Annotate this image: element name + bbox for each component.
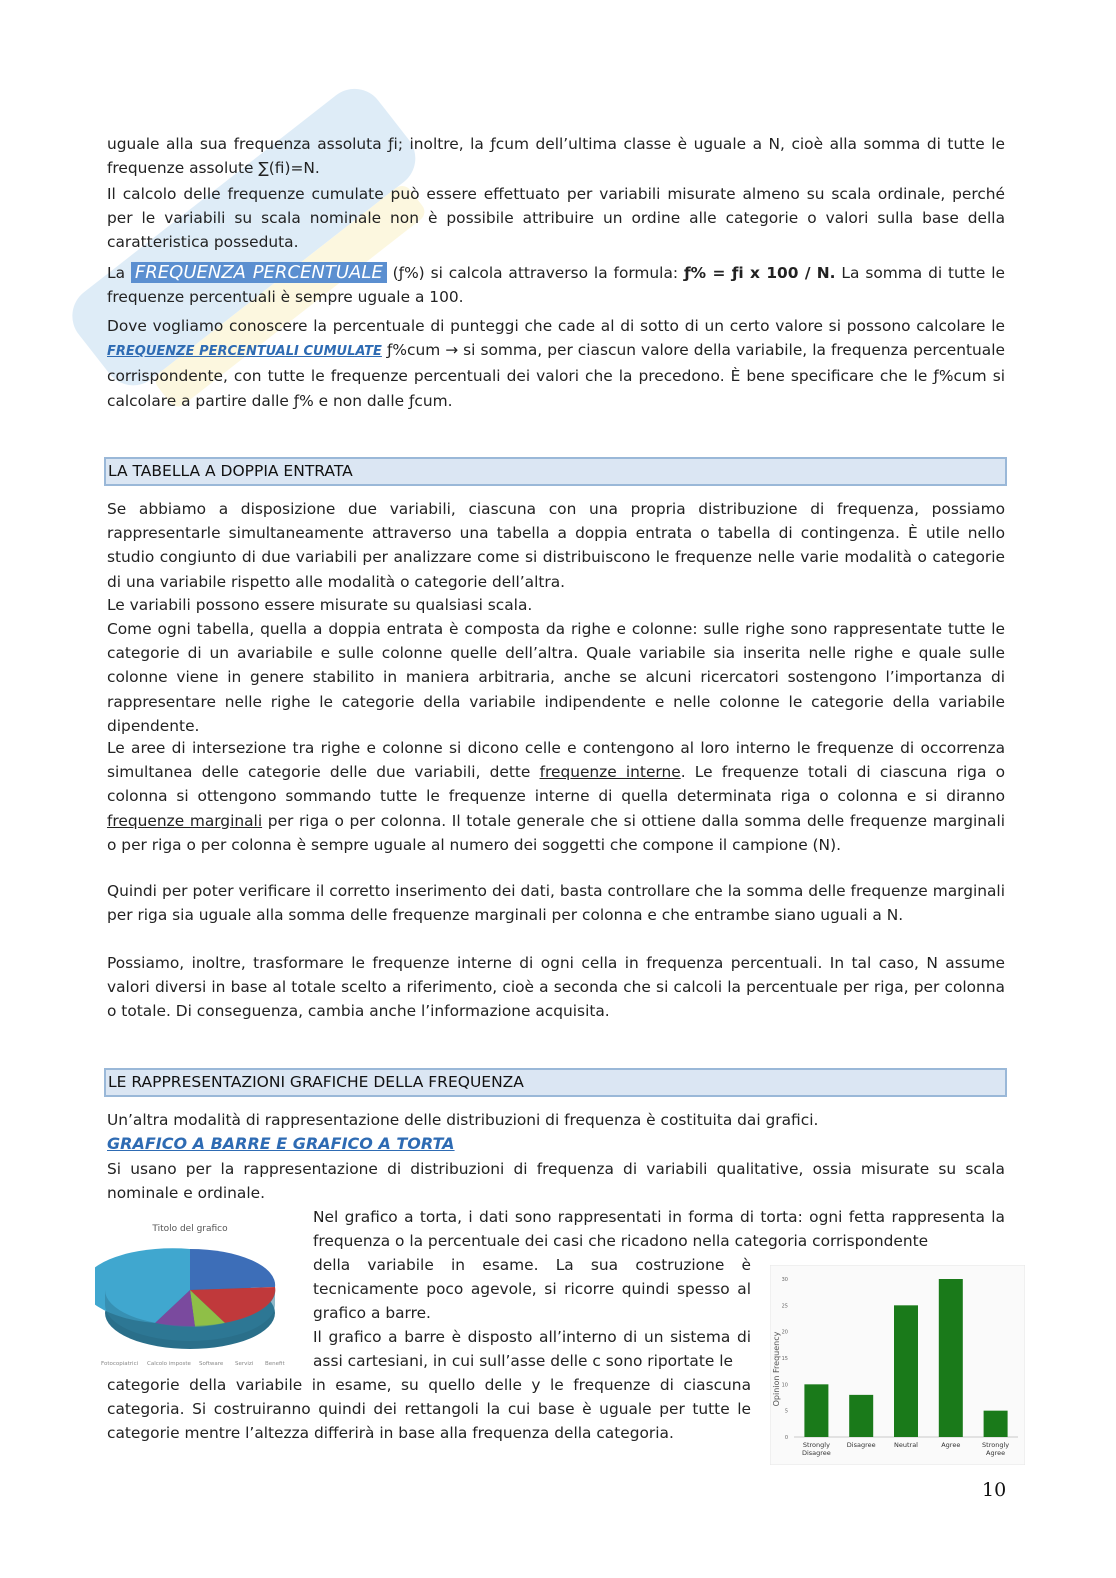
y-tick-label: 30 [781, 1277, 788, 1283]
section-heading-tabella: LA TABELLA A DOPPIA ENTRATA [104, 457, 1007, 486]
paragraph-cumulate-end: uguale alla sua frequenza assoluta ƒi; inoltre, la ƒcum dell’ultima classe è uguale a N, cioè alla somma di tutte le frequenze assolute ∑(fi)=N. [107, 135, 1005, 178]
bar [804, 1384, 828, 1437]
x-tick-label: Agree [986, 1449, 1006, 1457]
pie-body [95, 1248, 275, 1349]
paragraph-scale: Le variabili possono essere misurate su qualsiasi scala. [107, 596, 533, 614]
pie-legend-item: Software [199, 1361, 224, 1367]
paragraph-righe-colonne: Come ogni tabella, quella a doppia entrata è composta da righe e colonne: sulle righe sono rappresentate tutte le categorie di un avariabile e sulle colonne quelle dell’altra. Quale variabile sia inserita nelle righe e quale sulle colonne viene in genere stabilito in maniera arbitraria, anche se alcuni ricercatori sostengono l’importanza di rappresentare nelle righe le categorie della variabile indipendente e nelle colonne le categorie della variabile dipendente. [107, 620, 1005, 735]
subtitle-grafico-barre-torta: GRAFICO A BARRE E GRAFICO A TORTA [107, 1134, 455, 1153]
pie-chart [95, 1215, 300, 1370]
pie-legend-item: Fotocopiatrici [101, 1361, 139, 1367]
bar [984, 1411, 1008, 1437]
x-tick-label: Disagree [846, 1441, 876, 1449]
term-frequenze-interne: frequenze interne [539, 763, 681, 782]
link-frequenze-percentuali-cumulate: FREQUENZE PERCENTUALI CUMULATE [107, 344, 382, 360]
y-tick-label: 15 [781, 1356, 788, 1362]
x-tick-label: Strongly [982, 1441, 1010, 1449]
paragraph-barre-2: categorie della variabile in esame, su quello delle y le frequenze di ciascuna categoria. Si costruiranno quindi dei rettangoli la cui base è uguale per tutte le categorie mentre l’altezza differirà in base alla frequenza della categoria. [107, 1376, 751, 1443]
pie-chart-title: Titolo del grafico [152, 1224, 228, 1234]
paragraph-grafici-intro: Un’altra modalità di rappresentazione delle distribuzioni di frequenza è costituita dai grafici. [107, 1111, 819, 1129]
paragraph-torta-2: della variabile in esame. La sua costruzione è tecnicamente poco agevole, si ricorre quindi spesso al grafico a barre. [313, 1256, 751, 1323]
y-tick-label: 20 [781, 1329, 788, 1336]
pie-legend-item: Calcolo imposte [147, 1361, 191, 1367]
paragraph-percentuale: La FREQUENZA PERCENTUALE (ƒ%) si calcola attraverso la formula: ƒ% = ƒi x 100 / N. La somma di tutte le frequenze percentuali è sempre uguale a 100. [107, 262, 1005, 307]
paragraph-qualitative: Si usano per la rappresentazione di distribuzioni di frequenza di variabili qualitative, ossia misurate su scala nominale e ordinale. [107, 1160, 1005, 1203]
bar [849, 1395, 873, 1437]
bar-chart [770, 1265, 1025, 1465]
pie-legend-item: Servizi [235, 1361, 254, 1367]
paragraph-cumulate-ordinal: Il calcolo delle frequenze cumulate può essere effettuato per variabili misurate almeno su scala ordinale, perché per le variabili su scala nominale non è possibile attribuire un ordine alle categorie o valori sulla base della caratteristica posseduta. [107, 185, 1005, 252]
paragraph-celle: Le aree di intersezione tra righe e colonne si dicono celle e contengono al loro interno le frequenze di occorrenza simultanea delle categorie delle due variabili, dette frequenze interne. Le frequenze totali di ciascuna riga o colonna si ottengono sommando tutte le frequenze interne di quella determinata riga o colonna e si diranno frequenze marginali per riga o per colonna. Il totale generale che si ottiene dalla somma delle frequenze marginali o per riga o per colonna è sempre uguale al numero dei soggetti che compone il campione (N). [107, 739, 1005, 854]
section-heading-rappresentazioni: LE RAPPRESENTAZIONI GRAFICHE DELLA FREQUENZA [104, 1068, 1007, 1097]
bar [894, 1305, 918, 1437]
page-number: 10 [982, 1479, 1007, 1501]
x-tick-label: Strongly [802, 1441, 830, 1449]
pie-legend-item: Benefit [265, 1361, 285, 1367]
term-frequenze-marginali: frequenze marginali [107, 811, 263, 830]
bar [939, 1279, 963, 1437]
paragraph-tabella-intro: Se abbiamo a disposizione due variabili, ciascuna con una propria distribuzione di frequenza, possiamo rappresentarle simultaneamente attraverso una tabella a doppia entrata o tabella di contingenza. È utile nello studio congiunto di due variabili per analizzare come si distribuiscono le frequenze nelle varie modalità o categorie di una variabile rispetto alle modalità o categorie dell’altra. [107, 500, 1005, 591]
highlight-frequenza-percentuale: FREQUENZA PERCENTUALE [131, 262, 387, 283]
y-tick-label: 10 [781, 1382, 788, 1389]
paragraph-torta-1: Nel grafico a torta, i dati sono rappresentati in forma di torta: ogni fetta rappresenta la frequenza o la percentuale dei casi che ricadono nella categoria corrispondente [313, 1208, 1005, 1251]
paragraph-percentuali-celle: Possiamo, inoltre, trasformare le frequenze interne di ogni cella in frequenza percentuali. In tal caso, N assume valori diversi in base al totale scelto a riferimento, cioè a seconda che si calcoli la percentuale per riga, per colonna o totale. Di conseguenza, cambia anche l’informazione acquisita. [107, 954, 1005, 1021]
paragraph-verifica: Quindi per poter verificare il corretto inserimento dei dati, basta controllare che la somma delle frequenze marginali per riga sia uguale alla somma delle frequenze marginali per colonna e che entrambe siano uguali a N. [107, 882, 1005, 925]
x-tick-label: Agree [941, 1441, 961, 1449]
paragraph-percentuali-cumulate: Dove vogliamo conoscere la percentuale di punteggi che cade al di sotto di un certo valore si possono calcolare le FREQUENZE PERCENTUALI CUMULATE ƒ%cum → si somma, per ciascun valore della variabile, la frequenza percentuale corrispondente, con tutte le frequenze percentuali dei valori che la precedono. È bene specificare che le ƒ%cum si calcolare a partire dalle ƒ% e non dalle ƒcum. [107, 317, 1005, 410]
y-tick-label: 25 [781, 1303, 788, 1310]
pie-legend [101, 1361, 285, 1367]
x-tick-label: Neutral [894, 1441, 918, 1449]
x-tick-label: Disagree [801, 1449, 831, 1457]
y-tick-label: 5 [784, 1408, 788, 1415]
bar-chart-ylabel: Opinion Frequency [772, 1331, 781, 1407]
y-tick-label: 0 [784, 1435, 788, 1441]
paragraph-barre-1: Il grafico a barre è disposto all’interno di un sistema di assi cartesiani, in cui sull’asse delle c sono riportate le [313, 1328, 751, 1371]
